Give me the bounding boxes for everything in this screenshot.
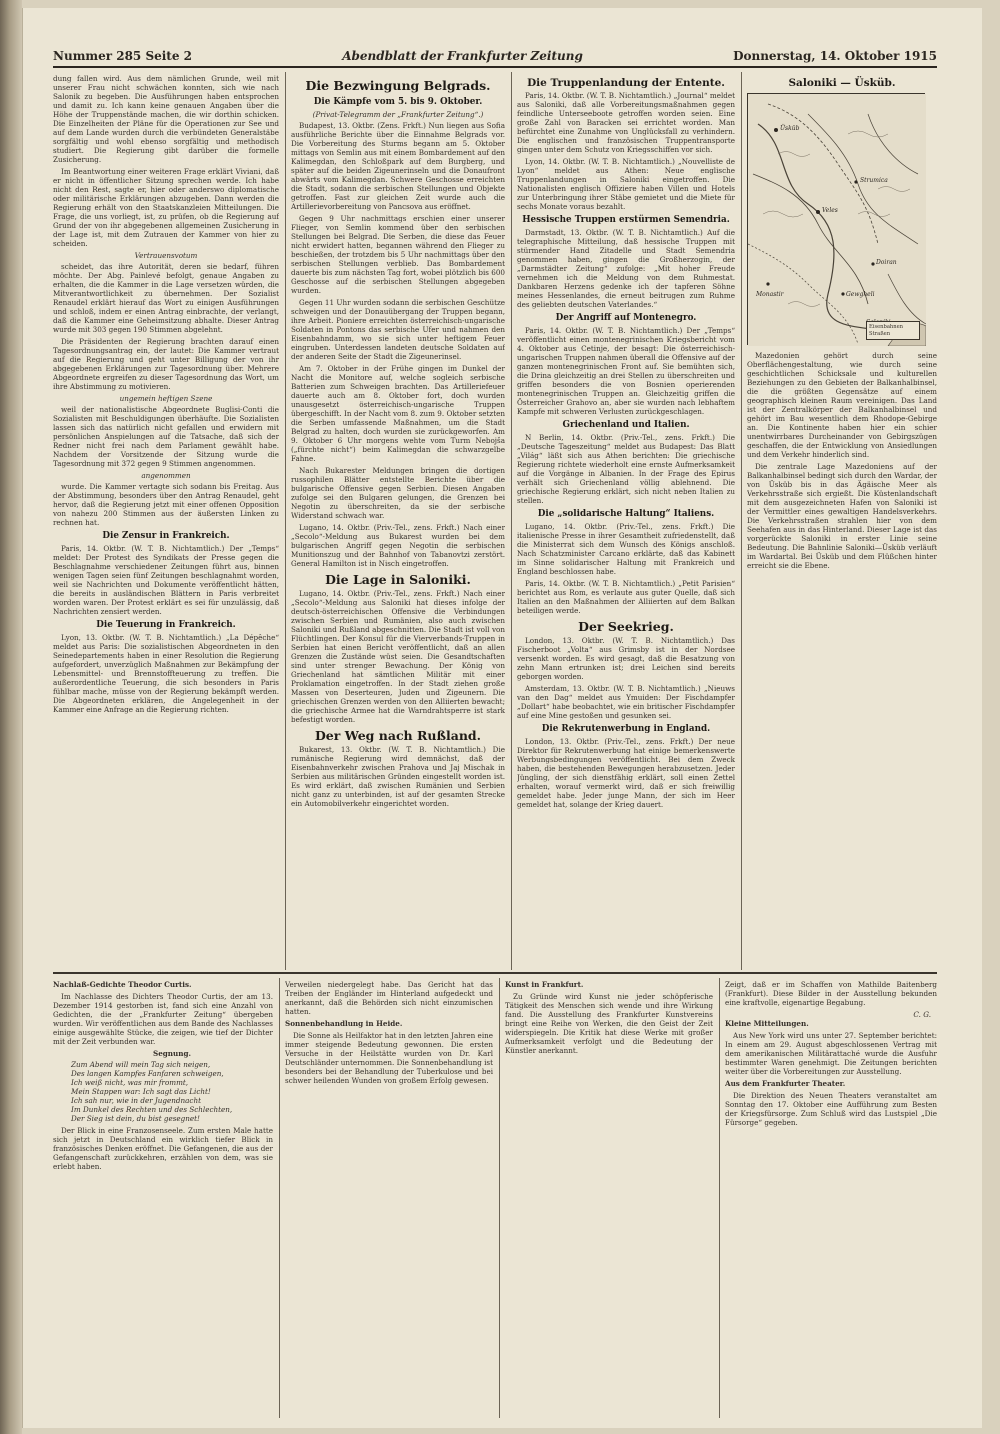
column-rule bbox=[285, 72, 286, 970]
poem-line: Des langen Kampfes Fanfaren schweigen, bbox=[71, 1069, 224, 1078]
article-text: Bukarest, 13. Oktbr. (W. T. B. Nichtamtlich.) Die rumänische Regierung wird demnächst, daß der Eisenbahnverkehr zwischen Prahova und Jaj Mischak in Serbien aus militärischen Gründen eingestellt worden ist. Es wird erklärt, daß zwischen Rumänien und Serbien nicht ganz zu unterbinden, ist auf der gesamten Strecke ein Automobilverkehr eingerichtet worden. bbox=[291, 745, 505, 808]
article-text: London, 13. Oktbr. (Priv.-Tel., zens. Frkft.) Der neue Direktor für Rekrutenwerbung hat einige bemerkenswerte Werbungsbedingungen veröffentlicht. Bei dem Zweck haben, die bestehenden Bewegungen herabzusetzen. Jeder Jüngling, der sich dienstfähig erklärt, soll einen Zettel erhalten, worauf vermerkt wird, daß er sich freiwillig gemeldet habe. Jeder junge Mann, der sich im Heer gemeldet hat, solange der Krieg dauert. bbox=[517, 737, 735, 809]
article-text: Lyon, 13. Oktbr. (W. T. B. Nichtamtlich.) „La Dépêche“ meldet aus Paris: Die sozialistischen Abgeordneten in den Seinedepartements haben in einer Resolution die Regierung aufgefordert, unverzüglich Maßnahmen zur Bekämpfung der Lebensmittel- und Brennstoffteuerung zu treffen. Die außerordentliche Teuerung, die sich besonders in Paris fühlbar mache, müsse von der Regierung bekämpft werden. Die Abgeordneten erklären, die Angelegenheit in der Kammer eine Anfrage an die Regierung richten. bbox=[53, 633, 279, 714]
article-text: Nach Bukarester Meldungen bringen die dortigen russophilen Blätter entstellte Berichte über die bulgarische Offensive gegen Serbien. Diesen Angaben zufolge sei den Bulgaren gelungen, die Grenzen bei Negotin zu überschreiten, da sie der serbische Widerstand schwach war. bbox=[291, 466, 505, 520]
article-subheadline: Die Kämpfe vom 5. bis 9. Oktober. bbox=[313, 97, 483, 107]
legend-railways: Eisenbahnen bbox=[869, 324, 904, 331]
author-signature: C. G. bbox=[913, 1010, 931, 1019]
article-headline: Hessische Truppen erstürmen Semendria. bbox=[522, 215, 730, 225]
issue-date: Donnerstag, 14. Oktober 1915 bbox=[733, 49, 937, 63]
article-text: Budapest, 13. Oktbr. (Zens. Frkft.) Nun liegen aus Sofia ausführliche Berichte über die Einnahme Belgrads vor. Die Vorbereitung des Sturms begann am 5. Oktober mittags von Semlin aus mit einem Bombardement auf den Kalimegdan, den Schloßpark auf dem Burgberg, und später auf die beiden Zigeunerinseln und die Donaufront abwärts vom Kalimegdan. Schwere Geschosse erreichten die Stadt, sodann die serbischen Stellungen und Objekte getroffen. Fast zur gleichen Zeit wurde auch die Artillerievorbereitung von Pancsova aus eröffnet. bbox=[291, 121, 505, 211]
feuilleton-column-4 bbox=[725, 980, 937, 1418]
column-2 bbox=[291, 74, 505, 970]
feuilleton-text: Die Sonne als Heilfaktor hat in den letzten Jahren eine immer steigende Bedeutung gewonnen. Die ersten Versuche in der Heilstätte wurden von Dr. Karl Deutschländer unternommen. Die Sonnenbehandlung ist besonders bei der Behandlung der Tuberkulose und bei schwer heilenden Wunden von großem Erfolg gewesen. bbox=[285, 1031, 493, 1085]
article-headline: Die „solidarische Haltung“ Italiens. bbox=[537, 509, 715, 519]
column-rule bbox=[499, 978, 500, 1418]
feuilleton-title: Kunst in Frankfurt. bbox=[505, 980, 584, 989]
map-place-label: Üsküb bbox=[780, 125, 800, 132]
map-saloniki-uskub bbox=[747, 93, 925, 345]
article-text: Mazedonien gehört durch seine Oberflächengestaltung, wie durch seine geschichtlichen Schicksale und kulturellen Beziehungen zu den Gebieten der Balkanhalbinsel, die die größten Gegensätze auf einem geographisch kleinen Raum vereinigen. Das Land ist der Zentralkörper der Balkanhalbinsel und gehört im Bau wesentlich dem Rhodope-Gebirge an. Die Kontinente haben hier ein schier unentwirrbares Durcheinander von Gebirgszügen geschaffen, die der Entwicklung von Ansiedlungen und dem Verkehr hinderlich sind. bbox=[747, 351, 937, 459]
feuilleton-text: Die Direktion des Neuen Theaters veranstaltet am Sonntag den 17. Oktober eine Aufführung zum Besten der Kriegsfürsorge. Zum Schluß wird das Lustspiel „Die Fürsorge“ gegeben. bbox=[725, 1091, 937, 1127]
feuilleton-text: Im Nachlasse des Dichters Theodor Curtis, der am 13. Dezember 1914 gestorben ist, fand sich eine Anzahl von Gedichten, die der „Frankfurter Zeitung“ übergeben wurden. Wir veröffentlichen aus dem Bande des Nachlasses einige ausgewählte Stücke, die zeigen, wie tief der Dichter mit der Zeit verbunden war. bbox=[53, 992, 273, 1046]
article-text: Darmstadt, 13. Oktbr. (W. T. B. Nichtamtlich.) Auf die telegraphische Mitteilung, daß hessische Truppen mit stürmender Hand Zitadelle und Stadt Semendria genommen haben, gingen die Großherzogin, der „Darmstädter Zeitung“ zufolge: „Mit hoher Freude vernehmen ich die Meldung von dem Ruhmestat. Dankbaren Herzens gedenke ich der tapferen Söhne meines Hessenlandes, die erneut beitrugen zum Ruhme des geliebten deutschen Vaterlandes.“ bbox=[517, 228, 735, 309]
map-place-label: Doiran bbox=[876, 259, 897, 266]
article-text: dung fallen wird. Aus dem nämlichen Grunde, weil mit unserer Frau nicht schwächen konnten, sich wie nach Salonik zu begeben. Die Ausführungen haben entsprochen und damit zu. Ich kann keine genauen Angaben über die Höhe der Truppenstände machen, die wir dorthin schicken. Die Einzelheiten der Pläne für die Operationen zur See und auf dem Lande wurden durch die verbündeten Generalstäbe sorgfältig und wohl ebenso sorgfältig und methodisch studiert. Die Regierung gibt darüber die formelle Zusicherung. bbox=[53, 74, 279, 164]
legend-roads: Straßen bbox=[869, 330, 891, 337]
feuilleton-column-2 bbox=[285, 980, 493, 1418]
feuilleton-text: Aus New York wird uns unter 27. September berichtet: In einem am 29. August abgeschlossenen Vertrag mit dem amerikanischen Militärattaché wurde die Ausfuhr bestimmter Waren genehmigt. Die Zeitungen berichten weiter über die Vorbereitungen zur Ausstellung. bbox=[725, 1031, 937, 1076]
poem bbox=[53, 1049, 273, 1123]
article-text: Die Präsidenten der Regierung brachten darauf einen Tagesordnungsantrag ein, der lautet: Die Kammer vertraut auf die Regierung und geht unter Billigung der von ihr abgegebenen Erklärungen zur Tagesordnung über. Mehrere Abgeordnete ergreifen zu dieser Tagesordnung das Wort, um ihre Abstimmung zu motivieren. bbox=[53, 337, 279, 391]
article-text: Lugano, 14. Oktbr. (Priv.-Tel., zens. Frkft.) Nach einer „Secolo“-Meldung aus Saloniki hat dieses infolge der deutsch-österreichischen Offensive die Verbindungen zwischen Serbien und Rumänien, also auch zwischen Saloniki und Rußland abgeschnitten. Die Stadt ist voll von Flüchtlingen. Der Konsul für die Vierverbands-Truppen in Serbien hat einen Bericht veröffentlicht, daß an allen Grenzen die Zustände wüst seien. Die Gesandtschaften sind unter strenger Bewachung. Der König von Griechenland hat sämtlichen Militär mit einer Proklamation eingetroffen. In der Stadt ziehen große Massen von Deserteuren, Juden und Zigeunern. Die griechischen Grenzen werden von den Alliierten bewacht; die griechische Armee hat die Warndrahtsperre ist stark befestigt worden. bbox=[291, 589, 505, 724]
poem-line: Im Dunkel des Rechten und des Schlechten, bbox=[71, 1105, 233, 1114]
article-text: weil der nationalistische Abgeordnete Buglisi-Conti die Sozialisten mit Beschuldigungen überhäufte. Die Sozialisten lassen sich das natürlich nicht gefallen und erwidern mit persönlichen Anspielungen auf die Tatsache, daß sich der Redner nicht frei nach dem Parlament gewählt habe. Nachdem der Vorsitzende der Sitzung wurde die Tagesordnung mit 372 gegen 9 Stimmen angenommen. bbox=[53, 405, 279, 468]
article-headline: Der Angriff auf Montenegro. bbox=[555, 313, 697, 323]
article-text: Die zentrale Lage Mazedoniens auf der Balkanhalbinsel bedingt sich durch den Wardar, der von Üsküb bis in das Ägäische Meer als Verkehrsstraße sich ergießt. Die Küstenlandschaft mit dem ausgezeichneten Hafen von Saloniki ist der Vermittler eines gewaltigen Handelsverkehrs. Die Verkehrsstraßen strahlen hier von dem Seehafen aus in das Hinterland. Dieser Lage ist das vorgerückte Saloniki in erster Linie seine Bedeutung. Die Bahnlinie Saloniki—Üsküb verläuft im Wardartal. Bei Üsküb und dem Flüßchen hinter erreicht sie die Ebene. bbox=[747, 462, 937, 570]
column-1 bbox=[53, 74, 279, 970]
article-headline: Der Weg nach Rußland. bbox=[314, 728, 482, 743]
poem-line: Zum Abend will mein Tag sich neigen, bbox=[71, 1060, 211, 1069]
article-text: Lyon, 14. Oktbr. (W. T. B. Nichtamtlich.) „Nouvelliste de Lyon“ meldet aus Athen: Neue englische Truppenlandungen in Saloniki eingetroffen. Die Nationalisten englisch Offiziere haben Villen und Hotels zur Unterbringung ihrer Stäbe gemietet und die Miete für sechs Monate voraus bezahlt. bbox=[517, 157, 735, 211]
map-drawing bbox=[748, 94, 926, 346]
map-place-label: Gewgheli bbox=[846, 291, 875, 298]
subheading: angenommen bbox=[141, 471, 191, 480]
article-text: Paris, 14. Oktbr. (W. T. B. Nichtamtlich.) Der „Temps“ meldet: Der Protest des Syndikats der Presse gegen die Beschlagnahme verschiedener Zeitungen führt aus, binnen wenigen Tagen seien fünf Zeitungen beschlagnahmt worden, weil sie Nachrichten und Dokumente veröffentlicht hätten, die bereits in ausländischen Blättern in Paris verbreitet worden waren. Der Protest erklärt es sei für unzulässig, daß Nachrichten zensiert werden. bbox=[53, 544, 279, 616]
article-headline: Die Zensur in Frankreich. bbox=[102, 531, 230, 541]
article-text: Paris, 14. Oktbr. (W. T. B. Nichtamtlich.) „Journal“ meldet aus Saloniki, daß alle Vorbereitungsmaßnahmen gegen feindliche Unterseeboote getroffen worden seien. Eine große Zahl von Baracken sei errichtet worden. Man befürchtet eine Zunahme von Unglücksfall zu verhindern. Die englischen und französischen Truppentransporte gingen unter dem Schutz von Kriegsschiffen vor sich. bbox=[517, 91, 735, 154]
paper-title: Abendblatt der Frankfurter Zeitung bbox=[342, 49, 583, 63]
article-text: Gegen 9 Uhr nachmittags erschien einer unserer Flieger, von Semlin kommend über den serbischen Stellungen bei Belgrad. Die Serben, die diese das Feuer nicht erwidert hatten, begannen während den Flieger zu beschießen, der trotzdem bis 5 Uhr nachmittags über den serbischen Stellungen verblieb. Das Bombardement dauerte bis zum nächsten Tag fort, wobei plötzlich bis 600 Geschosse auf die serbischen Stellungen abgegeben wurden. bbox=[291, 214, 505, 295]
subheading: ungemein heftigen Szene bbox=[119, 394, 213, 403]
poem-line: Der Sieg ist dein, du bist gesegnet! bbox=[71, 1114, 200, 1123]
article-text: Lugano, 14. Oktbr. (Priv.-Tel., zens. Frkft.) Nach einer „Secolo“-Meldung aus Bukarest wurden bei dem bulgarischen Angriff gegen Negotin die serbischen Munitionszug und der Bahnhof von Tabanovtzi zerstört. General Hamilton ist in Nisch eingetroffen. bbox=[291, 523, 505, 568]
article-text: Amsterdam, 13. Oktbr. (W. T. B. Nichtamtlich.) „Nieuws van den Dag“ meldet aus Ymuiden: Der Fischdampfer „Dollart“ habe beobachtet, wie ein britischer Fischdampfer auf eine Mine gestoßen und gesunken sei. bbox=[517, 684, 735, 720]
poem-line: Ich weiß nicht, was mir frommt, bbox=[71, 1078, 189, 1087]
feuilleton-text: Verweilen niedergelegt habe. Das Gericht hat das Treiben der Engländer im Hinterland aufgedeckt und anerkannt, daß die Behörden sich nicht einzumischen hatten. bbox=[285, 980, 493, 1016]
issue-number: Nummer 285 Seite 2 bbox=[53, 49, 193, 63]
poem-line: Ich sah nur, wie in der Jugendnacht bbox=[71, 1096, 201, 1105]
column-rule bbox=[511, 72, 512, 970]
article-text: Paris, 14. Oktbr. (W. T. B. Nichtamtlich.) „Petit Parisien“ berichtet aus Rom, es verlaute aus guter Quelle, daß sich Italien an den Maßnahmen der Alliierten auf dem Balkan beteiligen werde. bbox=[517, 579, 735, 615]
map-legend bbox=[866, 321, 920, 340]
column-4 bbox=[747, 74, 937, 970]
column-rule bbox=[279, 978, 280, 1418]
feuilleton-text: Der Blick in eine Franzosenseele. Zum ersten Male hatte sich jetzt in Deutschland ein wirklich tiefer Blick in französisches Denken eröffnet. Die Gefangenen, die aus der Gefangenschaft zurückkehren, erzählen von dem, was sie erlebt haben. bbox=[53, 1126, 273, 1171]
article-headline: Die Lage in Saloniki. bbox=[325, 572, 471, 587]
article-headline: Die Truppenlandung der Entente. bbox=[527, 77, 725, 89]
map-place-label: Monastir bbox=[756, 291, 784, 298]
map-place-label: Strumica bbox=[860, 177, 888, 184]
column-rule bbox=[741, 72, 742, 970]
article-text: Am 7. Oktober in der Frühe gingen im Dunkel der Nacht die Monitore auf, welche sogleich serbische Batterien zum Schweigen brachten. Das Artilleriefeuer dauerte auch am 8. Oktober fort, doch wurden unausgesetzt österreichisch-ungarische Truppen übergeschifft. In der Nacht vom 8. zum 9. Oktober setzten die Serben umfassende Maßnahmen, um die Stadt Belgrad zu halten, doch wurden sie zurückgeworfen. Am 9. Oktober 6 Uhr morgens wehte vom Turm Nebojša („fürchte nicht“) beim Kalimegdan die schwarzgelbe Fahne. bbox=[291, 364, 505, 463]
article-headline: Die Bezwingung Belgrads. bbox=[305, 78, 491, 93]
dateline-note: (Privat-Telegramm der „Frankfurter Zeitung“.) bbox=[312, 110, 484, 119]
feuilleton-column-3 bbox=[505, 980, 713, 1418]
feuilleton-column-1 bbox=[53, 980, 273, 1418]
article-headline: Griechenland und Italien. bbox=[562, 420, 690, 430]
article-headline: Der Seekrieg. bbox=[578, 619, 674, 634]
feuilleton-title: Sonnenbehandlung in Heide. bbox=[285, 1019, 403, 1028]
map-place-label: Veles bbox=[822, 207, 838, 214]
poem-title: Segnung. bbox=[153, 1049, 191, 1058]
feuilleton-separator bbox=[53, 972, 937, 974]
article-headline: Die Teuerung in Frankreich. bbox=[96, 620, 236, 630]
newspaper-page bbox=[22, 8, 982, 1428]
column-3 bbox=[517, 74, 735, 970]
article-text: Paris, 14. Oktbr. (W. T. B. Nichtamtlich.) Der „Temps“ veröffentlicht einen montenegrinischen Kriegsbericht vom 4. Oktober aus Cetinje, der besagt: Die österreichisch-ungarischen Truppen nahmen überall die Offensive auf der ganzen montenegrinischen Front auf. Sie bemühten sich, die Drina gleichzeitig an drei Stellen zu überschreiten und griffen besonders die von Bosnien operierenden montenegrinischen Truppen an. Gleichzeitig griffen die Österreicher Grahovo an, aber sie wurden nach lebhaftem Kampfe mit schweren Verlusten zurückgeschlagen. bbox=[517, 326, 735, 416]
book-binding bbox=[0, 0, 22, 1434]
poem-line: Mein Stappen war: Ich sagt das Licht! bbox=[71, 1087, 211, 1096]
article-headline: Die Rekrutenwerbung in England. bbox=[541, 724, 711, 734]
article-text: N Berlin, 14. Oktbr. (Priv.-Tel., zens. Frkft.) Die „Deutsche Tageszeitung“ meldet aus Budapest: Das Blatt „Világ“ läßt sich aus Athen berichten: Die griechische Regierung richtete wiederholt eine ernste Aufmerksamkeit auf die Vorgänge in Albanien. In der Frage des Epirus verhält sich Griechenland völlig ablehnend. Die griechische Regierung erklärt, sich nicht neben Italien zu stellen. bbox=[517, 433, 735, 505]
article-text: Lugano, 14. Oktbr. (Priv.-Tel., zens. Frkft.) Die italienische Presse in ihrer Gesamtheit zufriedenstellt, daß die Ministerrat sich dem Wunsch des Königs anschloß. Nach Schatzminister Carcano erklärte, daß das Kabinett im Sinne solidarischer Haltung mit Frankreich und England beschlossen habe. bbox=[517, 522, 735, 576]
subheading: Vertrauensvotum bbox=[134, 251, 198, 260]
article-text: London, 13. Oktbr. (W. T. B. Nichtamtlich.) Das Fischerboot „Volta“ aus Grimsby ist in der Nordsee versenkt worden. Es wird gesagt, daß die Besatzung von zehn Mann ertrunken ist; drei Leichen sind bereits geborgen worden. bbox=[517, 636, 735, 681]
feuilleton-text: Zeigt, daß er im Schaffen von Mathilde Baitenberg (Frankfurt). Diese Bilder in der Ausstellung bekunden eine kraftvolle, eigenartige Begabung. bbox=[725, 980, 937, 1007]
article-text: Gegen 11 Uhr wurden sodann die serbischen Geschütze schweigen und der Donauübergang der Truppen begann, ihre Arbeit. Pioniere erreichten österreichisch-ungarische Soldaten in Pontons das serbische Ufer und nahmen den Eisenbahndamm, wo sie sich unter heftigem Feuer eingruben. Unterdessen landeten deutsche Soldaten auf der anderen Seite der Stadt die Zigeunerinsel. bbox=[291, 298, 505, 361]
masthead bbox=[53, 48, 937, 68]
article-headline: Saloniki — Üsküb. bbox=[788, 77, 896, 89]
article-text: scheidet, das ihre Autorität, deren sie bedarf, führen möchte. Der Abg. Painlevé befolgt, genaue Angaben zu erhalten, die die Kammer in die Lage versetzen würden, die Mitverantwortlichkeit zu übernehmen. Der Sozialist Renaudel erklärt hierauf das Wort zu einigen Ausführungen und schloß, indem er einen Antrag einbrachte, der verlangt, daß die Kammer eine Geheimsitzung abhalte. Dieser Antrag wurde mit 303 gegen 190 Stimmen abgelehnt. bbox=[53, 262, 279, 334]
feuilleton-title: Kleine Mitteilungen. bbox=[725, 1019, 809, 1028]
article-text: wurde. Die Kammer vertagte sich sodann bis Freitag. Aus der Abstimmung, besonders über den Antrag Renaudel, geht hervor, daß die Regierung jetzt mit einer offenen Opposition von nahezu 200 Stimmen aus der äußersten Linken zu rechnen hat. bbox=[53, 482, 279, 527]
feuilleton-title: Aus dem Frankfurter Theater. bbox=[725, 1079, 846, 1088]
article-text: Im Beantwortung einer weiteren Frage erklärt Viviani, daß er nicht in öffentlicher Sitzung sprechen werde. Ich habe nicht den Rest, sagte er, hier oder anderswo diplomatische oder militärische Erklärungen abzugeben. Dann werden die Regierung erhält von den Staatskanzleien Mitteilungen. Die Frage, die uns vorliegt, ist, zu prüfen, ob die Regierung auf Grund der von ihr abgegebenen allgemeinen Zusicherung in der Lage ist, mit dem Zutrauen der Kammer von hier zu scheiden. bbox=[53, 167, 279, 248]
column-rule bbox=[719, 978, 720, 1418]
feuilleton-text: Zu Gründe wird Kunst nie jeder schöpferische Tätigkeit des Menschen sich wende und ihre Wirkung fand. Die Ausstellung des Frankfurter Kunstvereins bringt eine Reihe von Werken, die den Geist der Zeit widerspiegeln. Die Kritik hat diese Werke mit großer Aufmerksamkeit verfolgt und die Bedeutung der Künstler anerkannt. bbox=[505, 992, 713, 1055]
feuilleton-title: Nachlaß-Gedichte Theodor Curtis. bbox=[53, 980, 192, 989]
